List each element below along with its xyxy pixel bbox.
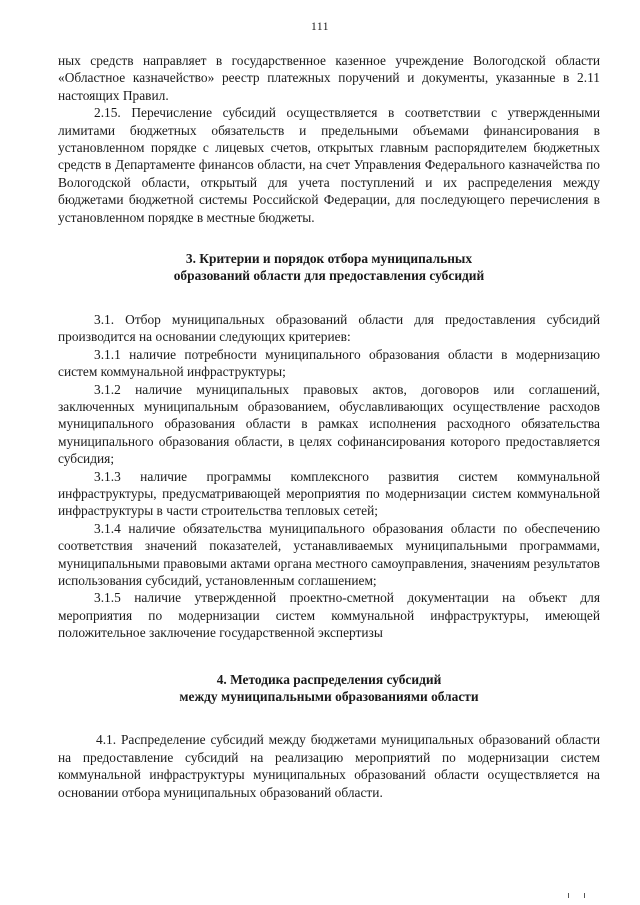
document-body: [58, 52, 600, 801]
paragraph-3-1-5: 3.1.5 наличие утвержденной проектно-сметной документации на объект для мероприятия по модернизации систем коммунальной инфраструктуры, имеющей положительное заключение государственной экспертизы: [58, 590, 600, 641]
scan-mark: [584, 893, 585, 898]
paragraph-3-1-4: 3.1.4 наличие обязательства муниципального образования области по обеспечению соответствия значений показателей, устанавливаемых муниципальными программами, муниципальными правовыми актами органа местного самоуправления, значениям результатов использования субсидий, установленным соглашением;: [58, 520, 600, 588]
section-4-heading-line-2: между муниципальными образованиями области: [179, 689, 479, 704]
paragraph-continuation: ных средств направляет в государственное казенное учреждение Вологодской области «Областное казначейство» реестр платежных поручений и документы, указанные в 2.11 настоящих Правил.: [58, 53, 600, 103]
scan-mark: [568, 893, 569, 898]
page-number: 111: [311, 21, 329, 33]
scan-marks: [560, 893, 600, 903]
paragraph-2-15: 2.15. Перечисление субсидий осуществляется в соответствии с утвержденными лимитами бюджетных обязательств и предельными объемами финансирования в установленном порядке с лицевых счетов, открытых главным распорядителем бюджетных средств в Департаменте финансов области, на счет Управления Федерального казначейства по Вологодской области, открытый для учета поступлений и их распределения между бюджетами бюджетной системы Российской Федерации, для последующего перечисления в установленном порядке в местные бюджеты.: [58, 105, 600, 225]
section-4-heading-line-1: 4. Методика распределения субсидий: [216, 671, 442, 687]
paragraph-3-1-3: 3.1.3 наличие программы комплексного развития систем коммунальной инфраструктуры, предусматривающей мероприятия по модернизации систем коммунальной инфраструктуры в части строительства тепловых сетей;: [58, 468, 600, 519]
section-3-heading-line-1: 3. Критерии и порядок отбора муниципальных: [185, 251, 473, 267]
paragraph-3-1-1: 3.1.1 наличие потребности муниципального образования области в модернизацию систем коммунальной инфраструктуры;: [58, 346, 600, 380]
paragraph-3-1-2: 3.1.2 наличие муниципальных правовых актов, договоров или соглашений, заключенных муниципальным образованием, обуславливающих осуществление расходов муниципального образования области в рамках исполнения расходного обязательства муниципального образования области, в целях софинансирования которого предоставляется субсидия;: [58, 381, 600, 467]
paragraph-3-1: 3.1. Отбор муниципальных образований области для предоставления субсидий производится на основании следующих критериев:: [58, 311, 600, 345]
section-3-heading-line-2: образований области для предоставления субсидий: [173, 268, 485, 284]
paragraph-4-1: 4.1. Распределение субсидий между бюджетами муниципальных образований области на предоставление субсидий на реализацию мероприятий по модернизации систем коммунальной инфраструктуры муниципальных образований области осуществляется на основании отбора муниципальных образований области.: [58, 732, 600, 800]
